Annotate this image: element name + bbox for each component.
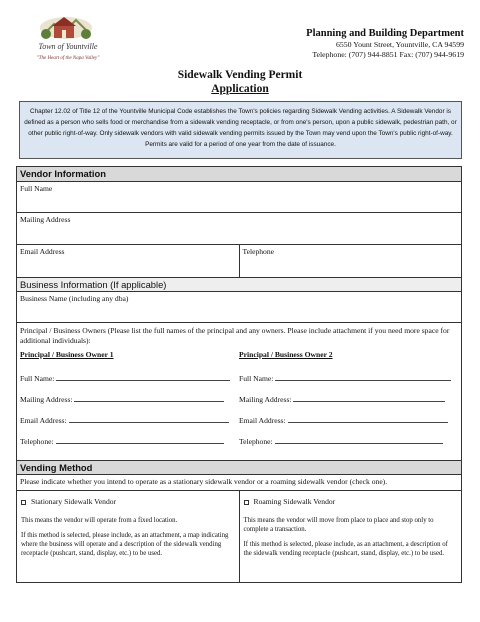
owners-note: Principal / Business Owners (Please list the full names of the principal and any owners. Please include attachment if you need more space for additional individuals): bbox=[20, 326, 450, 345]
department-name: Planning and Building Department bbox=[306, 28, 464, 39]
roaming-checkbox[interactable] bbox=[244, 500, 249, 505]
department-phones: Telephone: (707) 944-8851 Fax: (707) 944-9619 bbox=[312, 50, 464, 59]
owner-2-mailing-label: Mailing Address: bbox=[239, 395, 292, 404]
owner-2-telephone-label: Telephone: bbox=[239, 437, 273, 446]
owner-2-name-input[interactable] bbox=[275, 373, 451, 381]
logo-tagline: "The Heart of the Napa Valley" bbox=[36, 56, 100, 61]
logo-text: Town of Yountville bbox=[38, 42, 98, 51]
owner-1-mailing-input[interactable] bbox=[74, 394, 224, 402]
full-name-field[interactable] bbox=[17, 181, 461, 212]
email-label: Email Address bbox=[20, 247, 65, 256]
full-name-label: Full Name bbox=[20, 184, 53, 193]
mailing-address-field[interactable] bbox=[17, 212, 461, 244]
owner-1-email-input[interactable] bbox=[69, 415, 229, 423]
owner-1-heading: Principal / Business Owner 1 bbox=[20, 350, 114, 359]
owner-1-mailing-label: Mailing Address: bbox=[20, 395, 73, 404]
owner-2-email-label: Email Address: bbox=[239, 416, 286, 425]
telephone-label: Telephone bbox=[242, 247, 275, 256]
application-form bbox=[16, 166, 462, 583]
page-subtitle: Application bbox=[211, 83, 269, 95]
telephone-field[interactable] bbox=[239, 245, 462, 277]
intro-box: Chapter 12.02 of Title 12 of the Yountville Municipal Code establishes the Town's policies regarding Sidewalk Vending activities. A Sidewalk Vendor is defined as a person who sells food or merchandise from a sidewalk vending receptacle, or from one's person, upon a public sidewalk, pedestrian path, or other public right-of-way. Only sidewalk vendors with valid sidewalk vending permits issued by the Town may vend upon the Town's public right-of-way. Permits are valid for a period of one year from the date of issuance. bbox=[19, 101, 462, 159]
stationary-option bbox=[17, 491, 239, 582]
stationary-attach: If this method is selected, please include, as an attachment, a map indicating where the business will operate and a description of the sidewalk vending receptacle (pushcart, stand, display, etc.) to be used. bbox=[21, 532, 229, 557]
roaming-desc: This means the vendor will move from place to place and stop only to complete a transaction. bbox=[243, 517, 434, 533]
method-section-heading: Vending Method bbox=[17, 460, 461, 474]
owner-1-email-label: Email Address: bbox=[20, 416, 67, 425]
business-section-heading: Business Information (If applicable) bbox=[17, 277, 461, 291]
owner-1-name-input[interactable] bbox=[56, 373, 230, 381]
owner-2-block bbox=[239, 350, 458, 457]
department-header bbox=[306, 28, 464, 59]
method-note: Please indicate whether you intend to operate as a stationary sidewalk vendor or a roaming sidewalk vendor (check one). bbox=[17, 474, 461, 490]
roaming-option bbox=[239, 491, 462, 582]
roaming-label: Roaming Sidewalk Vendor bbox=[253, 497, 336, 506]
stationary-checkbox[interactable] bbox=[21, 500, 26, 505]
owner-2-heading: Principal / Business Owner 2 bbox=[239, 350, 333, 359]
stationary-label: Stationary Sidewalk Vendor bbox=[31, 497, 117, 506]
page-title: Sidewalk Vending Permit bbox=[177, 69, 303, 81]
owner-2-mailing-input[interactable] bbox=[293, 394, 445, 402]
business-name-label: Business Name (including any dba) bbox=[20, 294, 129, 303]
owner-2-telephone-input[interactable] bbox=[275, 436, 443, 444]
vendor-section-heading: Vendor Information bbox=[17, 167, 461, 181]
owner-2-name-label: Full Name: bbox=[239, 374, 274, 383]
owner-1-block bbox=[20, 350, 239, 457]
business-name-field[interactable] bbox=[17, 291, 461, 322]
stationary-desc: This means the vendor will operate from a fixed location. bbox=[21, 517, 178, 524]
owner-2-email-input[interactable] bbox=[288, 415, 448, 423]
owner-1-name-label: Full Name: bbox=[20, 374, 55, 383]
mailing-address-label: Mailing Address bbox=[20, 215, 71, 224]
roaming-attach: If this method is selected, please include, as an attachment, a description of the sidewalk vending receptacle (pushcart, stand, display, etc.) to be used. bbox=[243, 541, 448, 557]
email-field[interactable] bbox=[17, 245, 239, 277]
owner-1-telephone-input[interactable] bbox=[56, 436, 224, 444]
owner-1-telephone-label: Telephone: bbox=[20, 437, 54, 446]
department-address: 6550 Yount Street, Yountville, CA 94599 bbox=[335, 40, 464, 49]
town-logo bbox=[24, 14, 112, 66]
